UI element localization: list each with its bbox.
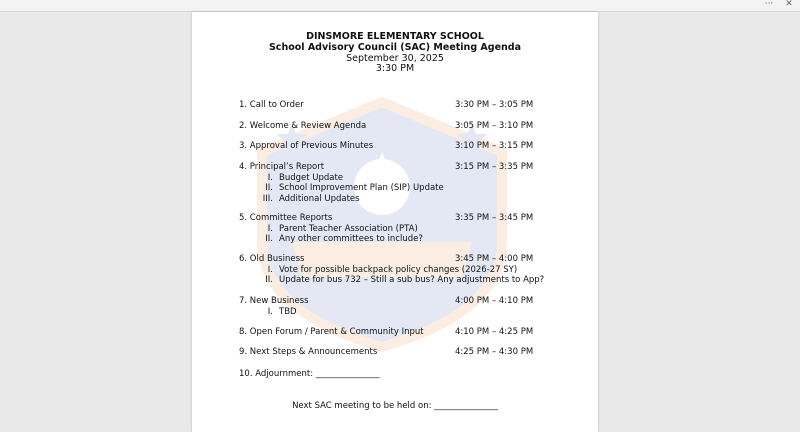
subitem-text: Vote for possible backpack policy changes (2026-27 SY) [279,264,518,275]
agenda-item-time: 4:00 PM – 4:10 PM [455,296,534,306]
subitem-text: Budget Update [279,172,344,183]
subitem-text: Parent Teacher Association (PTA) [279,223,418,234]
agenda-subitem [255,194,575,204]
agenda-subitem [255,224,575,234]
agenda-item: 7. New Business [239,296,309,306]
agenda-item-time: 3:35 PM – 3:45 PM [455,213,534,223]
subitem-number: II. [265,183,273,193]
subitem-number: I. [267,264,273,275]
next-meeting-line: Next SAC meeting to be held on: _______________ [292,401,498,411]
agenda-item: 10. Adjournment: _______________ [239,369,380,379]
agenda-item-time: 3:15 PM – 3:35 PM [455,162,534,172]
subitem-number: I. [267,306,273,317]
subitem-number: I. [267,223,273,234]
subitem-text: School Improvement Plan (SIP) Update [279,183,444,193]
subitem-number: I. [267,172,273,183]
agenda-item-time: 3:45 PM – 4:00 PM [455,254,534,264]
agenda-item: 3. Approval of Previous Minutes [239,141,374,151]
agenda-item: 8. Open Forum / Parent & Community Input [239,327,424,337]
close-icon[interactable]: ✕ [785,0,793,9]
window-title-bar [0,0,800,12]
agenda-item: 5. Committee Reports [239,213,333,223]
agenda-item: 1. Call to Order [239,100,304,110]
subitem-text: Additional Updates [279,193,360,204]
agenda-subitem [255,307,575,317]
agenda-subitem [255,183,575,193]
agenda-subitem [255,173,575,183]
meeting-time: 3:30 PM [375,63,415,74]
subitem-text: TBD [279,306,297,317]
agenda-item: 4. Principal’s Report [239,162,325,172]
agenda-item-time: 3:05 PM – 3:10 PM [455,121,534,131]
document-title: School Advisory Council (SAC) Meeting Agenda [268,42,522,53]
agenda-subitem [255,234,575,244]
subitem-text: Any other committees to include? [279,234,423,244]
subitem-number: II. [265,275,273,285]
agenda-item: 6. Old Business [239,254,305,264]
agenda-item: 2. Welcome & Review Agenda [239,121,367,131]
subitem-text: Update for bus 732 – Still a sub bus? Any adjustments to App? [279,275,545,285]
subitem-number: II. [265,234,273,244]
agenda-item: 9. Next Steps & Announcements [239,347,378,357]
more-icon[interactable]: ··· [764,0,774,9]
agenda-item-time: 3:10 PM – 3:15 PM [455,141,534,151]
agenda-item-time: 4:10 PM – 4:25 PM [455,327,534,337]
agenda-item-time: 3:30 PM – 3:05 PM [455,100,534,110]
meeting-date: September 30, 2025 [346,53,444,64]
school-name: DINSMORE ELEMENTARY SCHOOL [306,31,484,42]
subitem-number: III. [262,193,273,204]
document-page [192,12,598,432]
agenda-subitem [255,275,575,285]
agenda-item-time: 4:25 PM – 4:30 PM [455,347,534,357]
agenda-subitem [255,265,575,275]
